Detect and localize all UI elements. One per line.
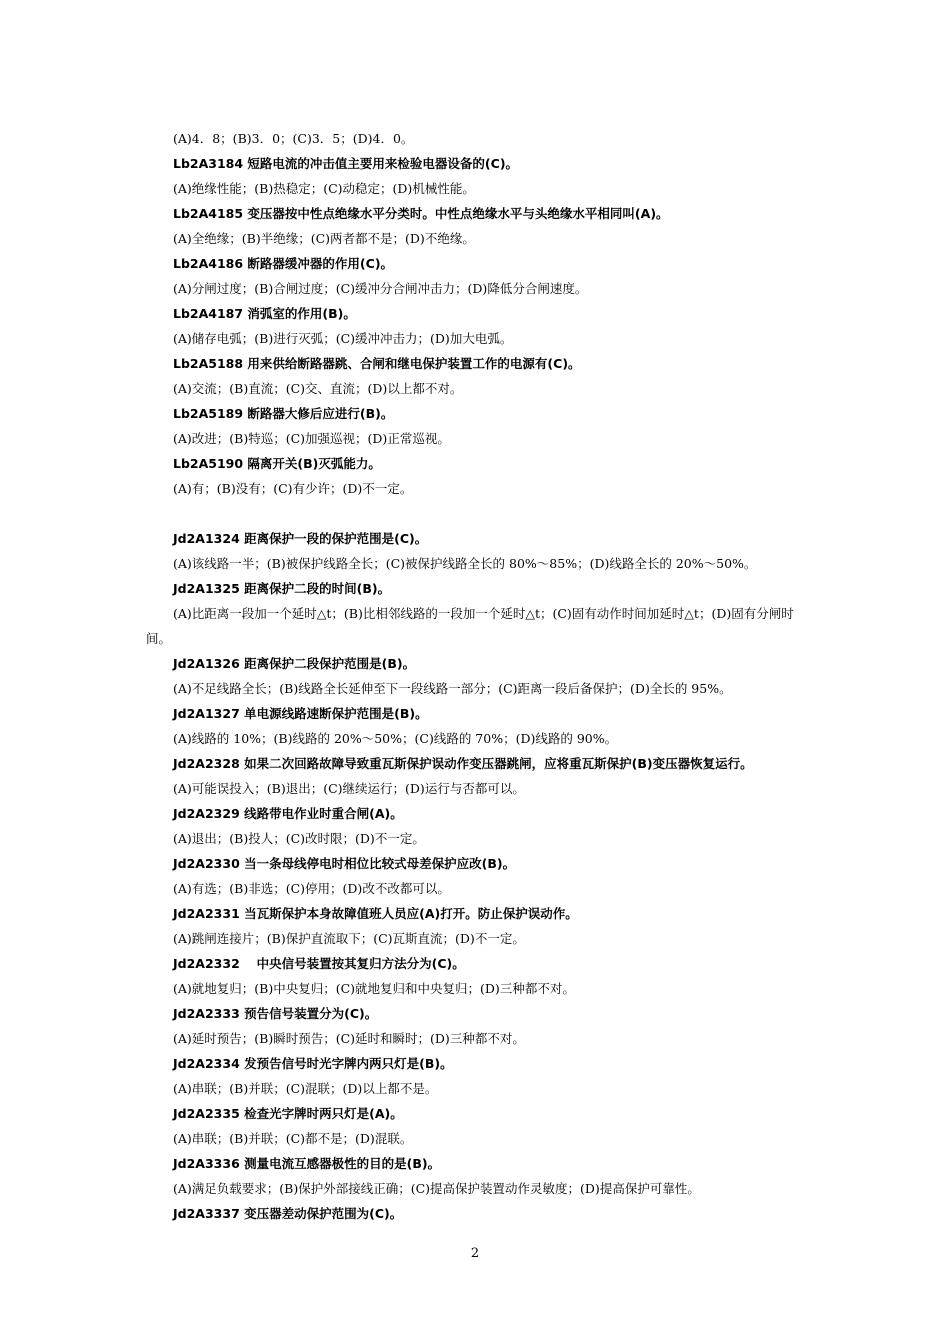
answer-options: (A)储存电弧；(B)进行灭弧；(C)缓冲冲击力；(D)加大电弧。 xyxy=(173,331,513,346)
question-line: Jd2A1324 距离保护一段的保护范围是(C)。 xyxy=(173,531,428,546)
question-line: Jd2A3336 测量电流互感器极性的目的是(B)。 xyxy=(173,1156,441,1171)
answer-options: (A)全绝缘；(B)半绝缘；(C)两者都不是；(D)不绝缘。 xyxy=(173,231,475,246)
question-line: Jd2A2331 当瓦斯保护本身故障值班人员应(A)打开。防止保护误动作。 xyxy=(173,906,578,921)
answer-options: (A)4．8；(B)3．0；(C)3．5；(D)4．0。 xyxy=(173,131,414,146)
answer-options: (A)满足负载要求；(B)保护外部接线正确；(C)提高保护装置动作灵敏度；(D)提高保护可靠性。 xyxy=(173,1181,700,1196)
section-spacer xyxy=(146,501,816,526)
question-line: Lb2A4185 变压器按中性点绝缘水平分类时。中性点绝缘水平与头绝缘水平相同叫(A)。 xyxy=(173,206,669,221)
answer-options: (A)不足线路全长；(B)线路全长延伸至下一段线路一部分；(C)距离一段后备保护；(D)全长的 95%。 xyxy=(173,681,732,696)
question-line: Lb2A4187 消弧室的作用(B)。 xyxy=(173,306,356,321)
answer-options: (A)绝缘性能；(B)热稳定；(C)动稳定；(D)机械性能。 xyxy=(173,181,475,196)
answer-options: (A)改进；(B)特巡；(C)加强巡视；(D)正常巡视。 xyxy=(173,431,450,446)
question-line: Jd2A1326 距离保护二段保护范围是(B)。 xyxy=(173,656,416,671)
answer-options: (A)交流；(B)直流；(C)交、直流；(D)以上都不对。 xyxy=(173,381,463,396)
question-line: Jd2A2329 线路带电作业时重合闸(A)。 xyxy=(173,806,403,821)
question-line: Jd2A1325 距离保护二段的时间(B)。 xyxy=(173,581,391,596)
question-line: Jd2A1327 单电源线路速断保护范围是(B)。 xyxy=(173,706,428,721)
page-number: 2 xyxy=(470,1246,480,1261)
question-line: Jd2A3337 变压器差动保护范围为(C)。 xyxy=(173,1206,403,1221)
answer-options: (A)串联；(B)并联；(C)都不是；(D)混联。 xyxy=(173,1131,413,1146)
answer-options: (A)线路的 10%；(B)线路的 20%～50%；(C)线路的 70%；(D)线路的 90%。 xyxy=(173,731,618,746)
answer-options: (A)就地复归；(B)中央复归；(C)就地复归和中央复归；(D)三种都不对。 xyxy=(173,981,575,996)
question-line: Lb2A5189 断路器大修后应进行(B)。 xyxy=(173,406,394,421)
answer-options: (A)可能误投入；(B)退出；(C)继续运行；(D)运行与否都可以。 xyxy=(173,781,525,796)
answer-options: (A)比距离一段加一个延时△t；(B)比相邻线路的一段加一个延时△t；(C)固有动作时间加延时△t；(D)固有分闸时间。 xyxy=(146,606,794,646)
question-line: Jd2A2332 中央信号装置按其复归方法分为(C)。 xyxy=(173,956,465,971)
question-line: Lb2A4186 断路器缓冲器的作用(C)。 xyxy=(173,256,394,271)
answer-options: (A)串联；(B)并联；(C)混联；(D)以上都不是。 xyxy=(173,1081,438,1096)
question-list xyxy=(146,126,816,1226)
question-line: Jd2A2335 检查光字牌时两只灯是(A)。 xyxy=(173,1106,403,1121)
question-line: Jd2A2334 发预告信号时光字牌内两只灯是(B)。 xyxy=(173,1056,453,1071)
answer-options: (A)有选；(B)非选；(C)停用；(D)改不改都可以。 xyxy=(173,881,450,896)
question-line: Jd2A2330 当一条母线停电时相位比较式母差保护应改(B)。 xyxy=(173,856,516,871)
answer-options: (A)该线路一半；(B)被保护线路全长；(C)被保护线路全长的 80%～85%；(D)线路全长的 20%～50%。 xyxy=(173,556,757,571)
question-line: Lb2A5188 用来供给断路器跳、合闸和继电保护装置工作的电源有(C)。 xyxy=(173,356,581,371)
question-line: Lb2A3184 短路电流的冲击值主要用来检验电器设备的(C)。 xyxy=(173,156,519,171)
answer-options: (A)退出；(B)投人；(C)改时限；(D)不一定。 xyxy=(173,831,425,846)
answer-options: (A)延时预告；(B)瞬时预告；(C)延时和瞬时；(D)三种都不对。 xyxy=(173,1031,525,1046)
question-line: Jd2A2328 如果二次回路故障导致重瓦斯保护误动作变压器跳闸，应将重瓦斯保护(B)变压器恢复运行。 xyxy=(173,756,753,771)
answer-options: (A)有；(B)没有；(C)有少许；(D)不一定。 xyxy=(173,481,413,496)
question-line: Lb2A5190 隔离开关(B)灭弧能力。 xyxy=(173,456,381,471)
answer-options: (A)跳闸连接片；(B)保护直流取下；(C)瓦斯直流；(D)不一定。 xyxy=(173,931,525,946)
answer-options: (A)分闸过度；(B)合闸过度；(C)缓冲分合闸冲击力；(D)降低分合闸速度。 xyxy=(173,281,588,296)
question-line: Jd2A2333 预告信号装置分为(C)。 xyxy=(173,1006,378,1021)
